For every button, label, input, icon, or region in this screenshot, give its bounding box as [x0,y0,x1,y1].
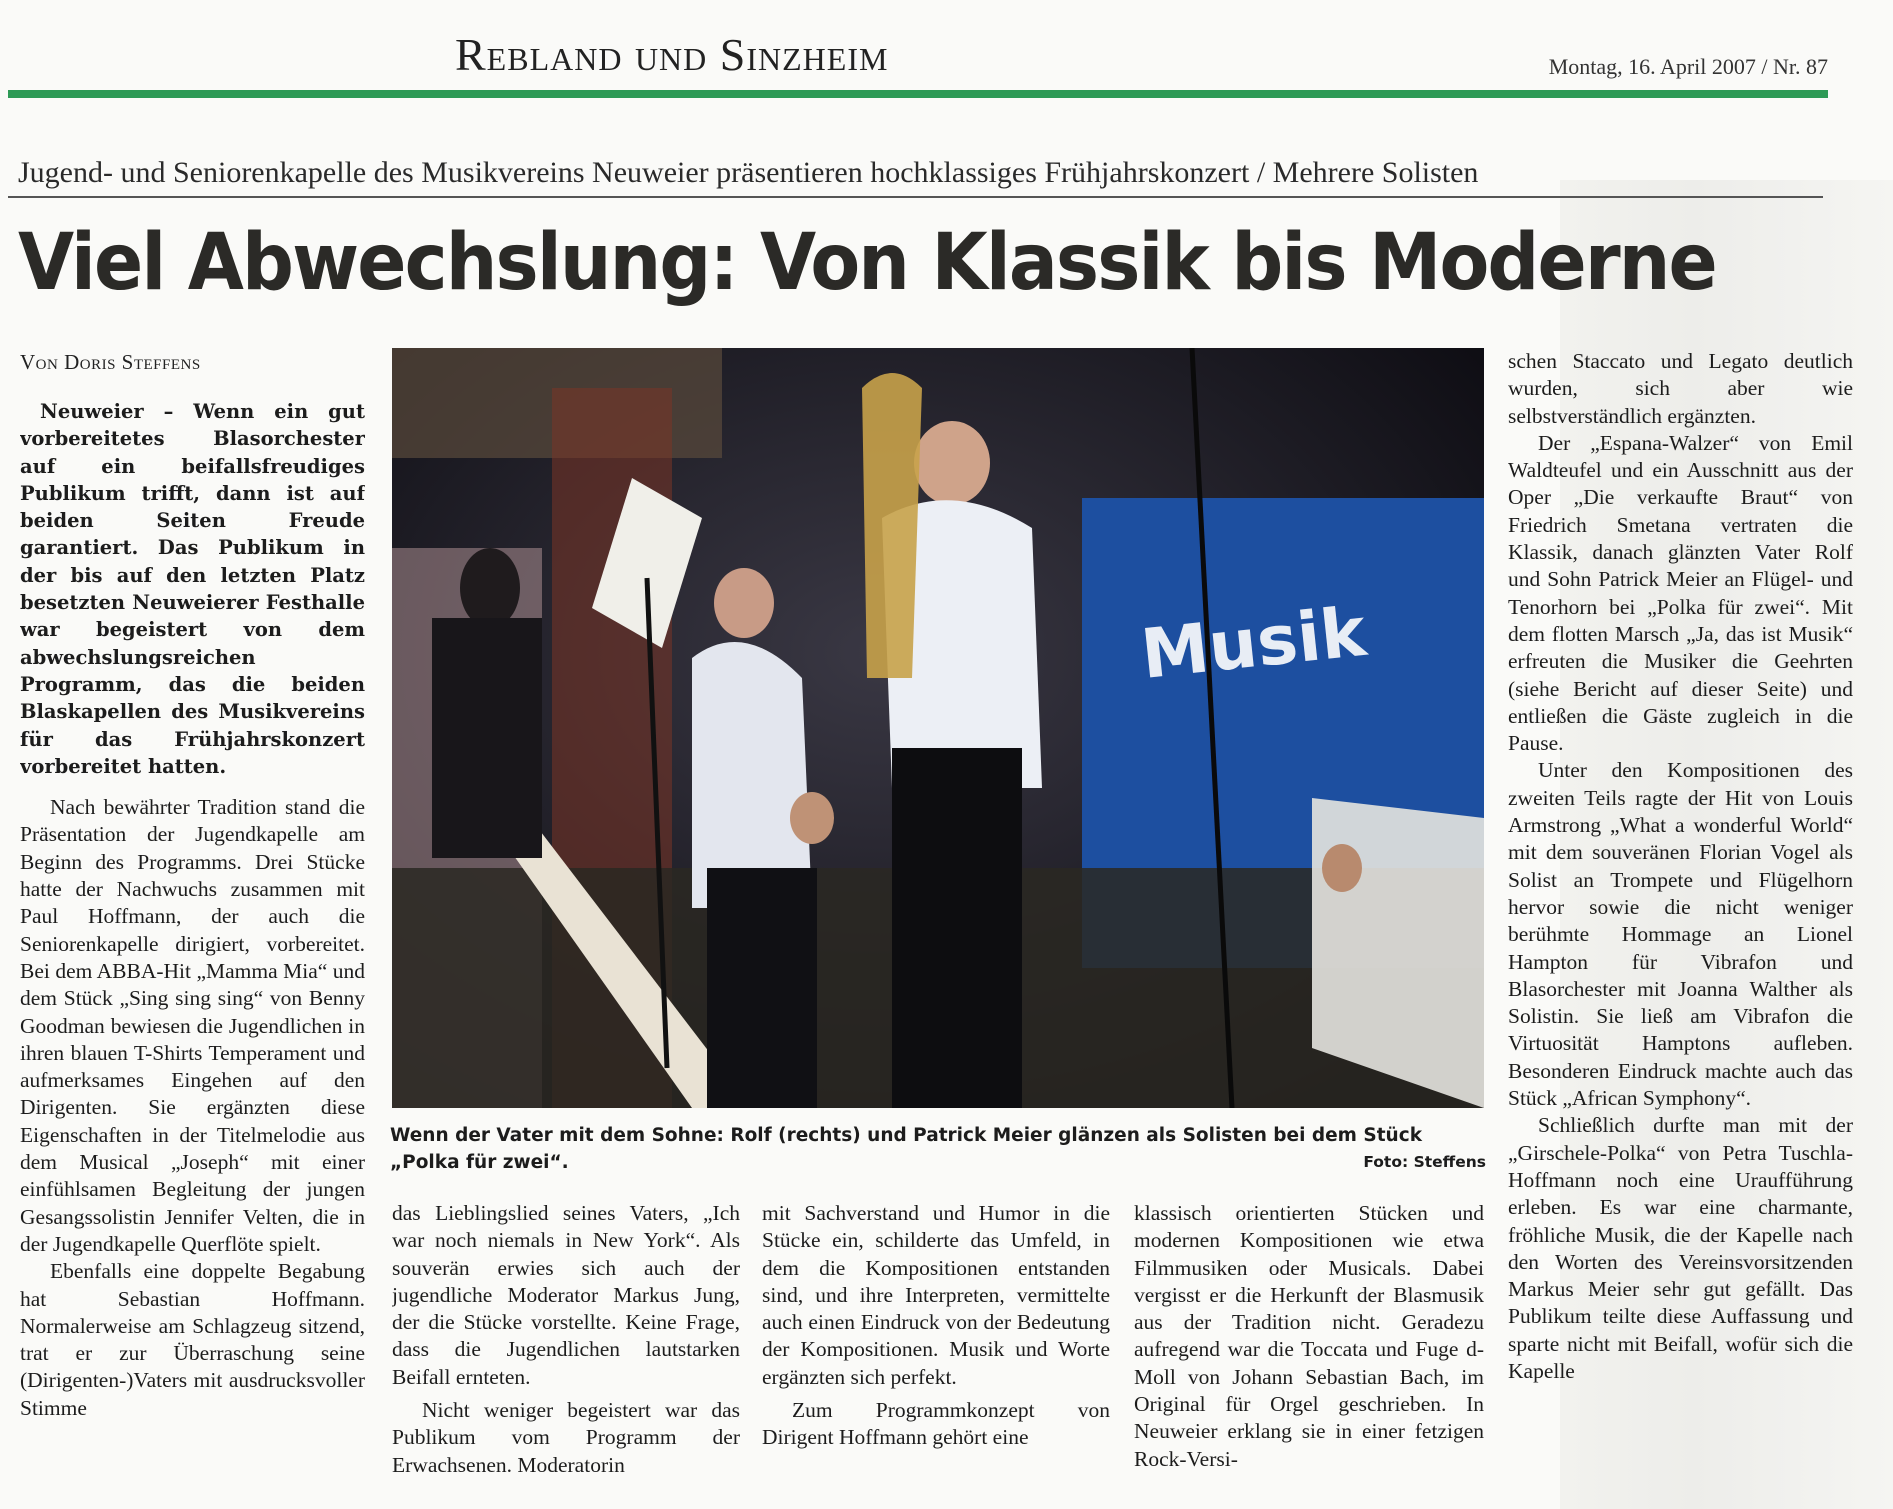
photo-caption-block [390,1122,1486,1176]
header-rule [8,90,1828,98]
kicker-rule [8,196,1823,198]
paragraph: Der „Espana-Walzer“ von Emil Waldteufel und ein Ausschnitt aus der Oper „Die verkaufte Braut“ von Friedrich Smetana vertraten die Klassik, danach glänzten Vater Rolf und Sohn Patrick Meier an Flügel- und Tenorhorn bei „Polka für zwei“. Mit dem flotten Marsch „Ja, das ist Musik“ erfreuten die Musiker die Geehrten (siehe Bericht auf dieser Seite) und entließen die Gäste zugleich in die Pause. [1508,430,1853,756]
article-byline: Von Doris Steffens [20,350,201,374]
text-column-5 [1508,348,1853,1498]
text-column-1 [20,398,365,1498]
paragraph: klassisch orientierten Stücken und modernen Kompositionen wie etwa Filmmusiken oder Musicals. Dabei vergisst er die Herkunft der Blasmusik aus der Tradition nicht. Geradezu aufregend war die Toccata und Fuge d-Moll von Johann Sebastian Bach, im Original für Orgel geschrieben. In Neuweier erklang sie in einer fetzigen Rock-Versi- [1134,1201,1484,1471]
issue-date-line: Montag, 16. April 2007 / Nr. 87 [1548,54,1828,79]
paragraph: mit Sachverstand und Humor in die Stücke ein, schilderte das Umfeld, in dem die Kompositionen entstanden sind, und ihre Interpreten, vermittelte auch einen Eindruck von der Bedeutung der Kompositionen. Musik und Worte ergänzten sich perfekt. [762,1201,1110,1389]
article-kicker: Jugend- und Seniorenkapelle des Musikvereins Neuweier präsentieren hochklassiges Frühjahrskonzert / Mehrere Solisten [18,156,1479,189]
section-title: Rebland und Sinzheim [455,29,889,80]
paragraph: Nicht weniger begeistert war das Publikum vom Programm der Erwachsenen. Moderatorin [392,1398,740,1477]
paragraph: Nach bewährter Tradition stand die Präsentation der Jugendkapelle am Beginn des Programms. Drei Stücke hatte der Nachwuchs zusammen mit Paul Hoffmann, der auch die Seniorenkapelle dirigiert, vorbereitet. Bei dem ABBA-Hit „Mamma Mia“ und dem Stück „Sing sing sing“ von Benny Goodman bewiesen die Jugendlichen in ihren blauen T-Shirts Temperament und aufmerksames Eingehen auf den Dirigenten. Sie ergänzten diese Eigenschaften in der Titelmelodie aus dem Musical „Joseph“ mit einer einfühlsamen Begleitung der jungen Gesangssolistin Jennifer Velten, die in der Jugendkapelle Querflöte spielt. [20,795,365,1256]
text-column-4 [1134,1200,1484,1500]
paragraph: Ebenfalls eine doppelte Begabung hat Sebastian Hoffmann. Normalerweise am Schlagzeug sitzend, trat er zur Überraschung seine (Dirigenten-)Vaters mit ausdrucksvoller Stimme [20,1259,365,1420]
paragraph: schen Staccato und Legato deutlich wurden, sich aber wie selbstverständlich ergänzten. [1508,349,1853,428]
text-column-2 [392,1200,740,1500]
concert-photo-image [392,348,1484,1108]
photo-caption: Wenn der Vater mit dem Sohne: Rolf (rechts) und Patrick Meier glänzen als Solisten bei dem Stück „Polka für zwei“. [390,1125,1422,1173]
paragraph: Zum Programmkonzept von Dirigent Hoffmann gehört eine [762,1398,1110,1450]
paragraph: Unter den Kompositionen des zweiten Teils ragte der Hit von Louis Armstrong „What a wonderful World“ mit dem souveränen Florian Vogel als Solist an Trompete und Flügelhorn hervor sowie die nicht weniger berühmte Hommage an Lionel Hampton für Vibrafon und Blasorchester mit Joanna Walther als Solistin. Sie ließ am Vibrafon die Virtuosität Hamptons aufleben. Besonderen Eindruck machte auch das Stück „African Symphony“. [1508,758,1853,1111]
article-lead: Neuweier – Wenn ein gut vorbereitetes Blasorchester auf ein beifallsfreudiges Publikum trifft, dann ist auf beiden Seiten Freude garantiert. Das Publikum in der bis auf den letzten Platz besetzten Neuweierer Festhalle war begeistert von dem abwechslungsreichen Programm, das die beiden Blaskapellen des Musikvereins für das Frühjahrskonzert vorbereitet hatten. [20,400,365,778]
paragraph: Schließlich durfte man mit der „Girschele-Polka“ von Petra Tuschla-Hoffmann noch eine Uraufführung erleben. Es war eine charmante, fröhliche Musik, die der Kapelle nach den Worten des Vereinsvorsitzenden Markus Meier sehr gut gefällt. Das Publikum teilte diese Auffassung und sparte nicht mit Beifall, wofür sich die Kapelle [1508,1113,1853,1383]
paragraph: das Lieblingslied seines Vaters, „Ich war noch niemals in New York“. Als souverän erwies sich auch der jugendliche Moderator Markus Jung, der die Stücke vorstellte. Keine Frage, dass die Jugendlichen lautstarken Beifall ernteten. [392,1201,740,1389]
article-headline: Viel Abwechslung: Von Klassik bis Moderne [18,218,1716,308]
photo-credit: Foto: Steffens [1363,1153,1486,1171]
concert-photo [392,348,1484,1108]
stage-sign-text: Musik [1137,592,1370,695]
text-column-3 [762,1200,1110,1500]
